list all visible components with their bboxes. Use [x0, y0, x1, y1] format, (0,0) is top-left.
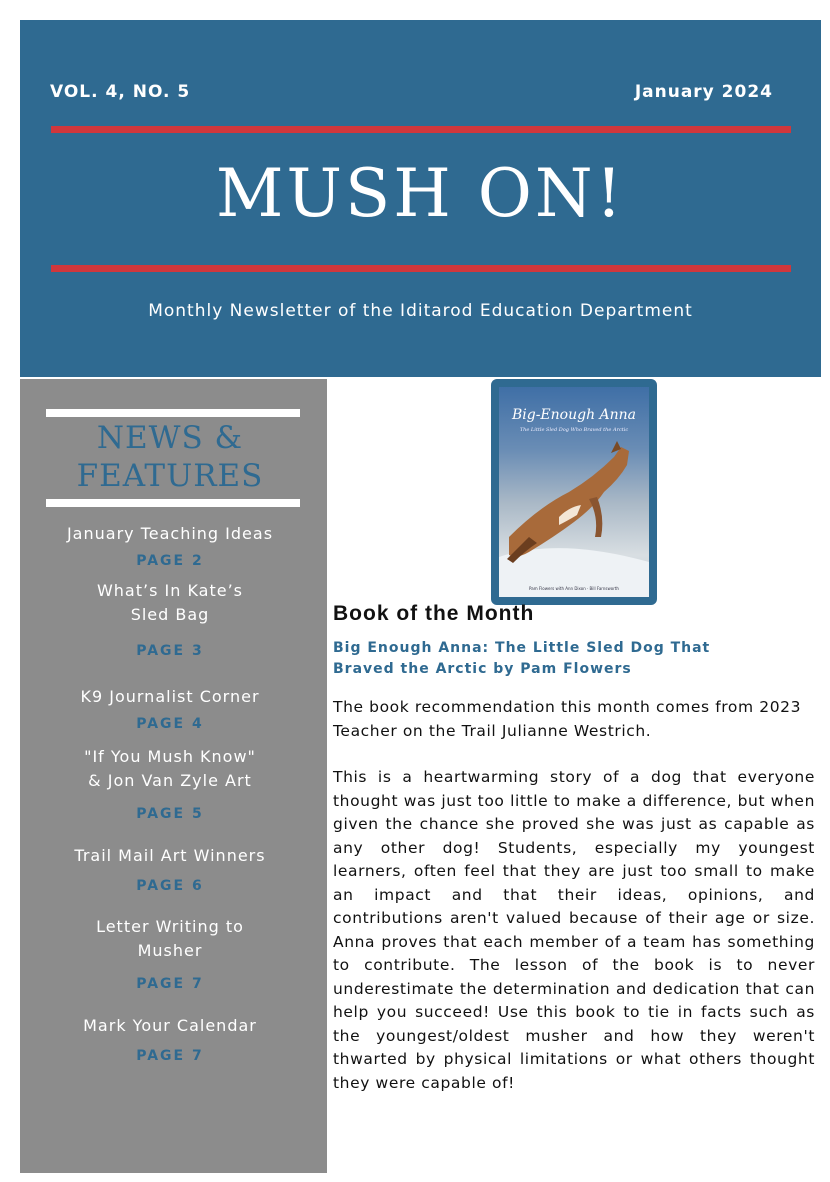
- book-cover-subtitle: The Little Sled Dog Who Braved the Arctic: [519, 427, 629, 433]
- book-cover-credits: Pam Flowers with Ann Dixon · Bill Farnsworth: [529, 586, 619, 591]
- toc-item-line: What’s In Kate’s: [96, 581, 244, 600]
- news-features-sidebar: [20, 379, 327, 1173]
- volume-label: VOL. 4, NO. 5: [50, 82, 191, 102]
- toc-item-line: Sled Bag: [130, 605, 210, 624]
- toc-item-teaching-ideas[interactable]: January Teaching Ideas: [66, 524, 274, 543]
- issue-date: January 2024: [634, 82, 773, 102]
- sidebar-heading-line1: NEWS &: [96, 420, 244, 456]
- toc-item-trail-mail-art[interactable]: Trail Mail Art Winners: [74, 846, 266, 865]
- newsletter-subtitle: Monthly Newsletter of the Iditarod Education Department: [148, 301, 693, 321]
- book-cover-art: [499, 387, 649, 597]
- article-paragraph-1: The book recommendation this month comes from 2023 Teacher on the Trail Julianne Westrich.: [333, 698, 802, 740]
- toc-item-line: Musher: [137, 941, 203, 960]
- toc-page-if-you-mush-know: PAGE 5: [136, 806, 204, 822]
- toc-item-k9-journalist[interactable]: K9 Journalist Corner: [80, 687, 260, 706]
- book-title-line: Big Enough Anna: The Little Sled Dog That: [333, 640, 711, 656]
- toc-item-line: & Jon Van Zyle Art: [88, 771, 252, 790]
- sled-dog-illustration: [499, 387, 649, 597]
- sidebar-top-rule: [46, 409, 300, 417]
- toc-item-line: Letter Writing to: [96, 917, 244, 936]
- book-cover-image: [491, 379, 657, 605]
- newsletter-title: MUSH ON!: [215, 155, 626, 232]
- top-divider: [51, 126, 791, 133]
- toc-page-mark-your-calendar: PAGE 7: [136, 1048, 204, 1064]
- toc-page-kates-sled-bag: PAGE 3: [136, 643, 204, 659]
- book-title: [333, 638, 813, 680]
- book-title-line: Braved the Arctic by Pam Flowers: [333, 661, 632, 677]
- toc-page-teaching-ideas: PAGE 2: [136, 553, 204, 569]
- sidebar-heading-line2: FEATURES: [76, 458, 264, 494]
- book-cover-title: Big-Enough Anna: [511, 407, 637, 423]
- toc-page-trail-mail-art: PAGE 6: [136, 878, 204, 894]
- toc-item-kates-sled-bag[interactable]: [20, 579, 320, 627]
- toc-item-line: "If You Mush Know": [84, 747, 256, 766]
- section-title: Book of the Month: [333, 602, 535, 625]
- toc-item-letter-writing[interactable]: [20, 915, 320, 963]
- article-paragraph-2: This is a heartwarming story of a dog that everyone thought was just too little to make a difference, but when given the chance she proved she was just as capable as any other dog! Students, especially my youngest learners, often feel that they are just too small to make an impact and that their ideas, opinions, and contributions aren't valued because of their age or size. Anna proves that each member of a team has something to contribute. The lesson of the book is to never underestimate the determination and dedication that can help you succeed! Use this book to tie in facts such as the youngest/oldest musher and how they weren't thwarted by physical limitations or what others thought they were capable of!: [333, 768, 815, 1092]
- toc-item-mark-your-calendar[interactable]: Mark Your Calendar: [83, 1016, 257, 1035]
- toc-page-k9-journalist: PAGE 4: [136, 716, 204, 732]
- masthead: [20, 20, 821, 377]
- sidebar-heading: [20, 419, 320, 495]
- toc-page-letter-writing: PAGE 7: [136, 976, 204, 992]
- bottom-divider: [51, 265, 791, 272]
- sidebar-bottom-rule: [46, 499, 300, 507]
- toc-item-if-you-mush-know[interactable]: [20, 745, 320, 793]
